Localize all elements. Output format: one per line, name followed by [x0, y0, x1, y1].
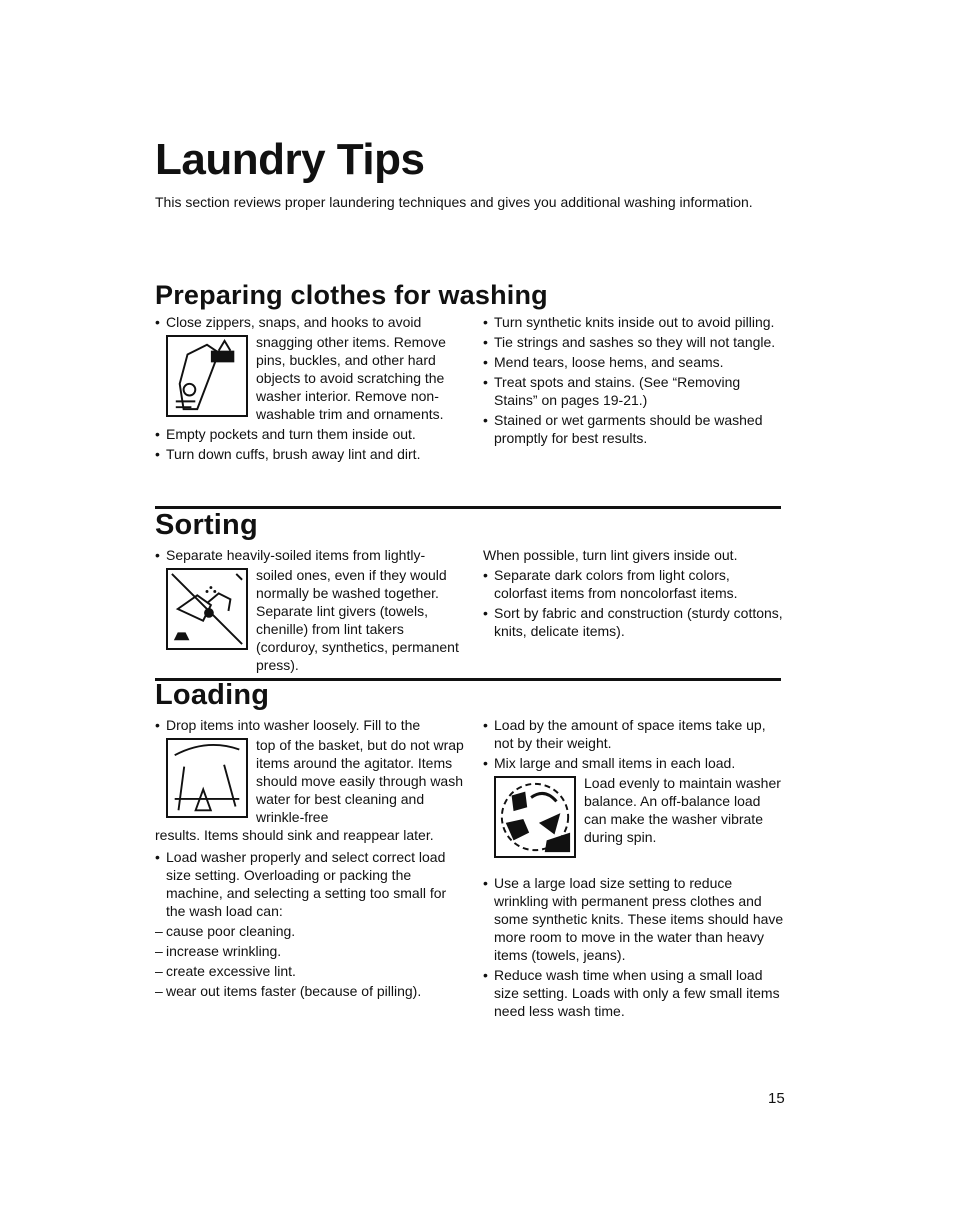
sorting-right-column: [483, 546, 783, 642]
loading-figure-row: [166, 736, 465, 826]
mixed-load-icon: [494, 776, 576, 858]
loading-consequence: – cause poor cleaning.: [155, 922, 465, 940]
loading-item-by-space: • Load by the amount of space items take up, not by their weight.: [483, 716, 785, 752]
loading-item-drop-items: • Drop items into washer loosely. Fill to the: [155, 716, 465, 734]
sorting-heading: Sorting: [155, 509, 258, 541]
preparing-heading: Preparing clothes for washing: [155, 280, 548, 310]
sorting-item-heavily-soiled-continued: soiled ones, even if they would normally be washed together. Separate lint givers (towels, chenille) from lint takers (corduroy, synthetics, permanent press).: [256, 567, 459, 673]
intro-text: This section reviews proper laundering techniques and gives you additional washing information.: [155, 194, 753, 210]
preparing-item-wet-garments: • Stained or wet garments should be washed promptly for best results.: [483, 411, 783, 447]
preparing-left-column: [155, 313, 467, 465]
preparing-item-zippers-continued: snagging other items. Remove pins, buckles, and other hard objects to avoid scratching the washer interior. Remove non-washable trim and ornaments.: [256, 334, 446, 422]
preparing-item-knits: • Turn synthetic knits inside out to avoid pilling.: [483, 313, 783, 331]
sorting-left-column: [155, 546, 460, 674]
loading-heading: Loading: [155, 679, 270, 711]
loading-right-figure-row: [494, 774, 785, 858]
sorting-figure-row: [166, 566, 460, 674]
loading-item-mix-sizes: • Mix large and small items in each load.: [483, 754, 785, 772]
loading-item-large-setting: • Use a large load size setting to reduce wrinkling with permanent press clothes and some synthetic knits. These items should have more room to move in the water than heavy items (towels, jeans).: [483, 874, 785, 964]
sorting-item-lint-givers: When possible, turn lint givers inside out.: [483, 547, 738, 563]
loading-right-column: [483, 716, 785, 1022]
zipper-icon: [166, 335, 248, 417]
preparing-item-mend: • Mend tears, loose hems, and seams.: [483, 353, 783, 371]
loading-item-reduce-time: • Reduce wash time when using a small load size setting. Loads with only a few small items need less wash time.: [483, 966, 785, 1020]
loading-consequence: – wear out items faster (because of pilling).: [155, 982, 465, 1000]
washer-basket-icon: [166, 738, 248, 818]
preparing-item-cuffs: • Turn down cuffs, brush away lint and dirt.: [155, 445, 467, 463]
sorting-item-heavily-soiled: • Separate heavily-soiled items from lightly-: [155, 546, 460, 564]
preparing-item-pockets: • Empty pockets and turn them inside out.: [155, 425, 467, 443]
loading-consequence: – create excessive lint.: [155, 962, 465, 980]
preparing-right-column: [483, 313, 783, 449]
page-number: 15: [768, 1090, 785, 1107]
sorting-item-fabric: • Sort by fabric and construction (sturdy cottons, knits, delicate items).: [483, 604, 783, 640]
preparing-item-zippers: • Close zippers, snaps, and hooks to avoid: [155, 313, 467, 331]
preparing-figure-row: [166, 333, 467, 423]
preparing-item-strings: • Tie strings and sashes so they will not tangle.: [483, 333, 783, 351]
loading-left-column: [155, 716, 465, 1002]
loading-item-drop-items-continued: top of the basket, but do not wrap items around the agitator. Items should move easily through wash water for best cleaning and wrinkle-free: [256, 737, 464, 825]
loading-item-mix-sizes-continued: Load evenly to maintain washer balance. An off-balance load can make the washer vibrate during spin.: [584, 775, 781, 845]
sorting-item-colors: • Separate dark colors from light colors, colorfast items from noncolorfast items.: [483, 566, 783, 602]
loading-consequence: – increase wrinkling.: [155, 942, 465, 960]
page-title: Laundry Tips: [155, 135, 425, 184]
preparing-item-stains: • Treat spots and stains. (See “Removing Stains” on pages 19-21.): [483, 373, 783, 409]
sorting-clothes-icon: [166, 568, 248, 650]
loading-item-drop-items-end: results. Items should sink and reappear later.: [155, 827, 434, 843]
loading-item-load-properly: • Load washer properly and select correct load size setting. Overloading or packing the machine, and selecting a setting too small for the wash load can:: [155, 848, 465, 920]
